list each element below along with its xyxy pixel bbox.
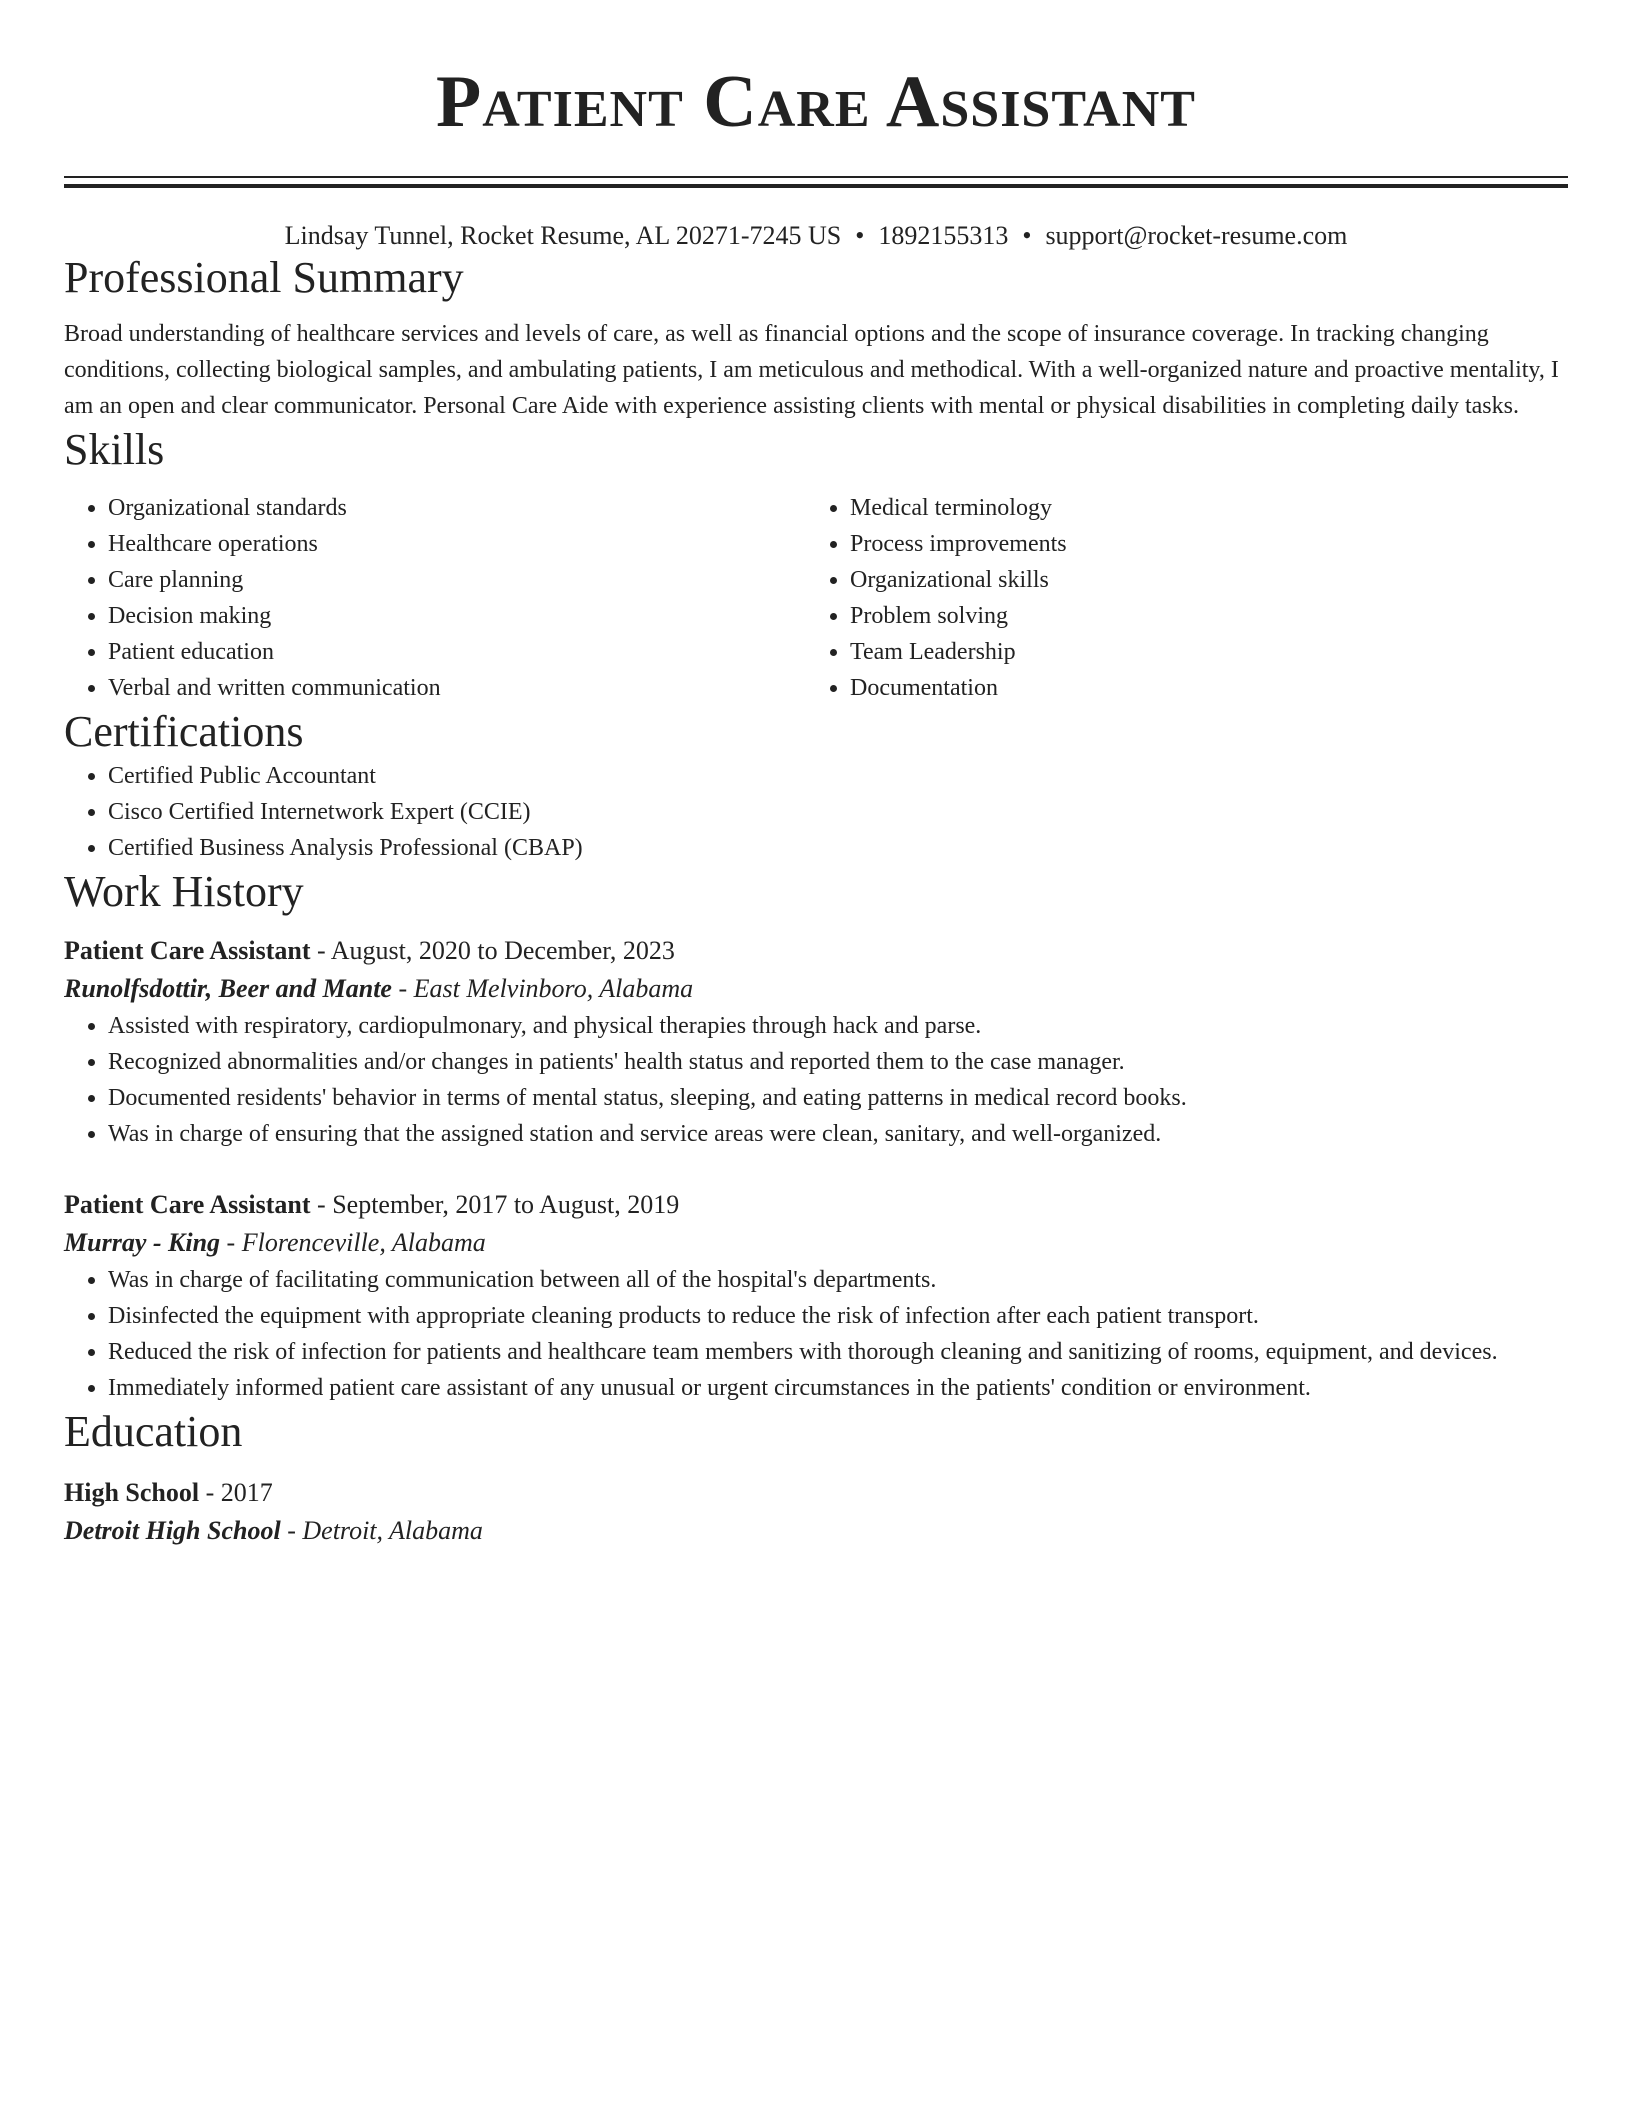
education-location: Detroit, Alabama <box>302 1516 483 1545</box>
skill-item: • Organizational skills <box>850 562 1568 598</box>
job-company: Murray - King <box>64 1228 221 1257</box>
certification-item: • Certified Public Accountant <box>108 758 1568 794</box>
job-company-line: Runolfsdottir, Beer and Mante - East Melvinboro, Alabama <box>64 974 694 1003</box>
skills-list-right <box>806 490 1568 706</box>
skill-item: • Verbal and written communication <box>108 670 806 706</box>
job-title-line: Patient Care Assistant - August, 2020 to December, 2023 <box>64 936 675 965</box>
certifications-list <box>64 758 1568 866</box>
job-duty-item: • Disinfected the equipment with appropriate cleaning products to reduce the risk of infection after each patient transport. <box>108 1298 1568 1334</box>
work-history-heading: Work History <box>64 867 304 916</box>
contact-address: Lindsay Tunnel, Rocket Resume, AL 20271-7245 US <box>284 221 842 250</box>
certification-item: • Certified Business Analysis Professional (CBAP) <box>108 830 1568 866</box>
contact-separator: • <box>855 221 865 250</box>
job-company: Runolfsdottir, Beer and Mante <box>64 974 392 1003</box>
job-duty-item: • Reduced the risk of infection for patients and healthcare team members with thorough cleaning and sanitizing of rooms, equipment, and devices. <box>108 1334 1568 1370</box>
summary-text: Broad understanding of healthcare services and levels of care, as well as financial options and the scope of insurance coverage. In tracking changing conditions, collecting biological samples, and ambulating patients, I am meticulous and methodical. With a well-organized nature and proactive mentality, I am an open and clear communicator. Personal Care Aide with experience assisting clients with mental or physical disabilities in completing daily tasks. <box>64 321 1559 419</box>
contact-separator: • <box>1022 221 1032 250</box>
certifications-heading: Certifications <box>64 707 304 756</box>
skill-item: • Team Leadership <box>850 634 1568 670</box>
skills-heading: Skills <box>64 425 165 474</box>
certification-item: • Cisco Certified Internetwork Expert (CCIE) <box>108 794 1568 830</box>
job-title: Patient Care Assistant <box>64 1190 311 1219</box>
skill-item: • Process improvements <box>850 526 1568 562</box>
education-degree: High School <box>64 1478 200 1507</box>
education-degree-line: High School - 2017 <box>64 1478 273 1507</box>
skill-item: • Healthcare operations <box>108 526 806 562</box>
contact-line <box>64 220 1568 252</box>
job-location: Florenceville, Alabama <box>241 1228 486 1257</box>
job-duty-item: • Assisted with respiratory, cardiopulmonary, and physical therapies through hack and parse. <box>108 1008 1568 1044</box>
job-duty-item: • Was in charge of facilitating communication between all of the hospital's departments. <box>108 1262 1568 1298</box>
resume-title: Patient Care Assistant <box>436 61 1196 143</box>
job-entry <box>64 1186 1568 1406</box>
job-title: Patient Care Assistant <box>64 936 311 965</box>
job-duty-item: • Documented residents' behavior in terms of mental status, sleeping, and eating patterns in medical record books. <box>108 1080 1568 1116</box>
summary-heading: Professional Summary <box>64 253 464 302</box>
title-divider-thick <box>64 184 1568 188</box>
job-location: East Melvinboro, Alabama <box>413 974 694 1003</box>
skill-item: • Care planning <box>108 562 806 598</box>
skill-item: • Patient education <box>108 634 806 670</box>
skill-item: • Decision making <box>108 598 806 634</box>
job-dates: September, 2017 to August, 2019 <box>332 1190 680 1219</box>
job-duty-item: • Was in charge of ensuring that the assigned station and service areas were clean, sanitary, and well-organized. <box>108 1116 1568 1152</box>
contact-email: support@rocket-resume.com <box>1045 221 1348 250</box>
skills-grid <box>64 490 1568 706</box>
education-heading: Education <box>64 1407 243 1456</box>
education-school: Detroit High School <box>64 1516 281 1545</box>
job-dates: August, 2020 to December, 2023 <box>330 936 675 965</box>
education-year: 2017 <box>220 1478 273 1507</box>
job-duties-list <box>64 1008 1568 1152</box>
contact-phone: 1892155313 <box>878 221 1009 250</box>
job-company-line: Murray - King - Florenceville, Alabama <box>64 1228 486 1257</box>
skill-item: • Medical terminology <box>850 490 1568 526</box>
job-title-line: Patient Care Assistant - September, 2017 to August, 2019 <box>64 1190 680 1219</box>
job-duty-item: • Immediately informed patient care assistant of any unusual or urgent circumstances in the patients' condition or environment. <box>108 1370 1568 1406</box>
education-school-line: Detroit High School - Detroit, Alabama <box>64 1516 483 1545</box>
skill-item: • Documentation <box>850 670 1568 706</box>
title-divider-thin <box>64 176 1568 178</box>
job-duty-item: • Recognized abnormalities and/or changes in patients' health status and reported them to the case manager. <box>108 1044 1568 1080</box>
skills-list-left <box>64 490 806 706</box>
job-duties-list <box>64 1262 1568 1406</box>
skill-item: • Organizational standards <box>108 490 806 526</box>
job-entry <box>64 932 1568 1152</box>
skill-item: • Problem solving <box>850 598 1568 634</box>
